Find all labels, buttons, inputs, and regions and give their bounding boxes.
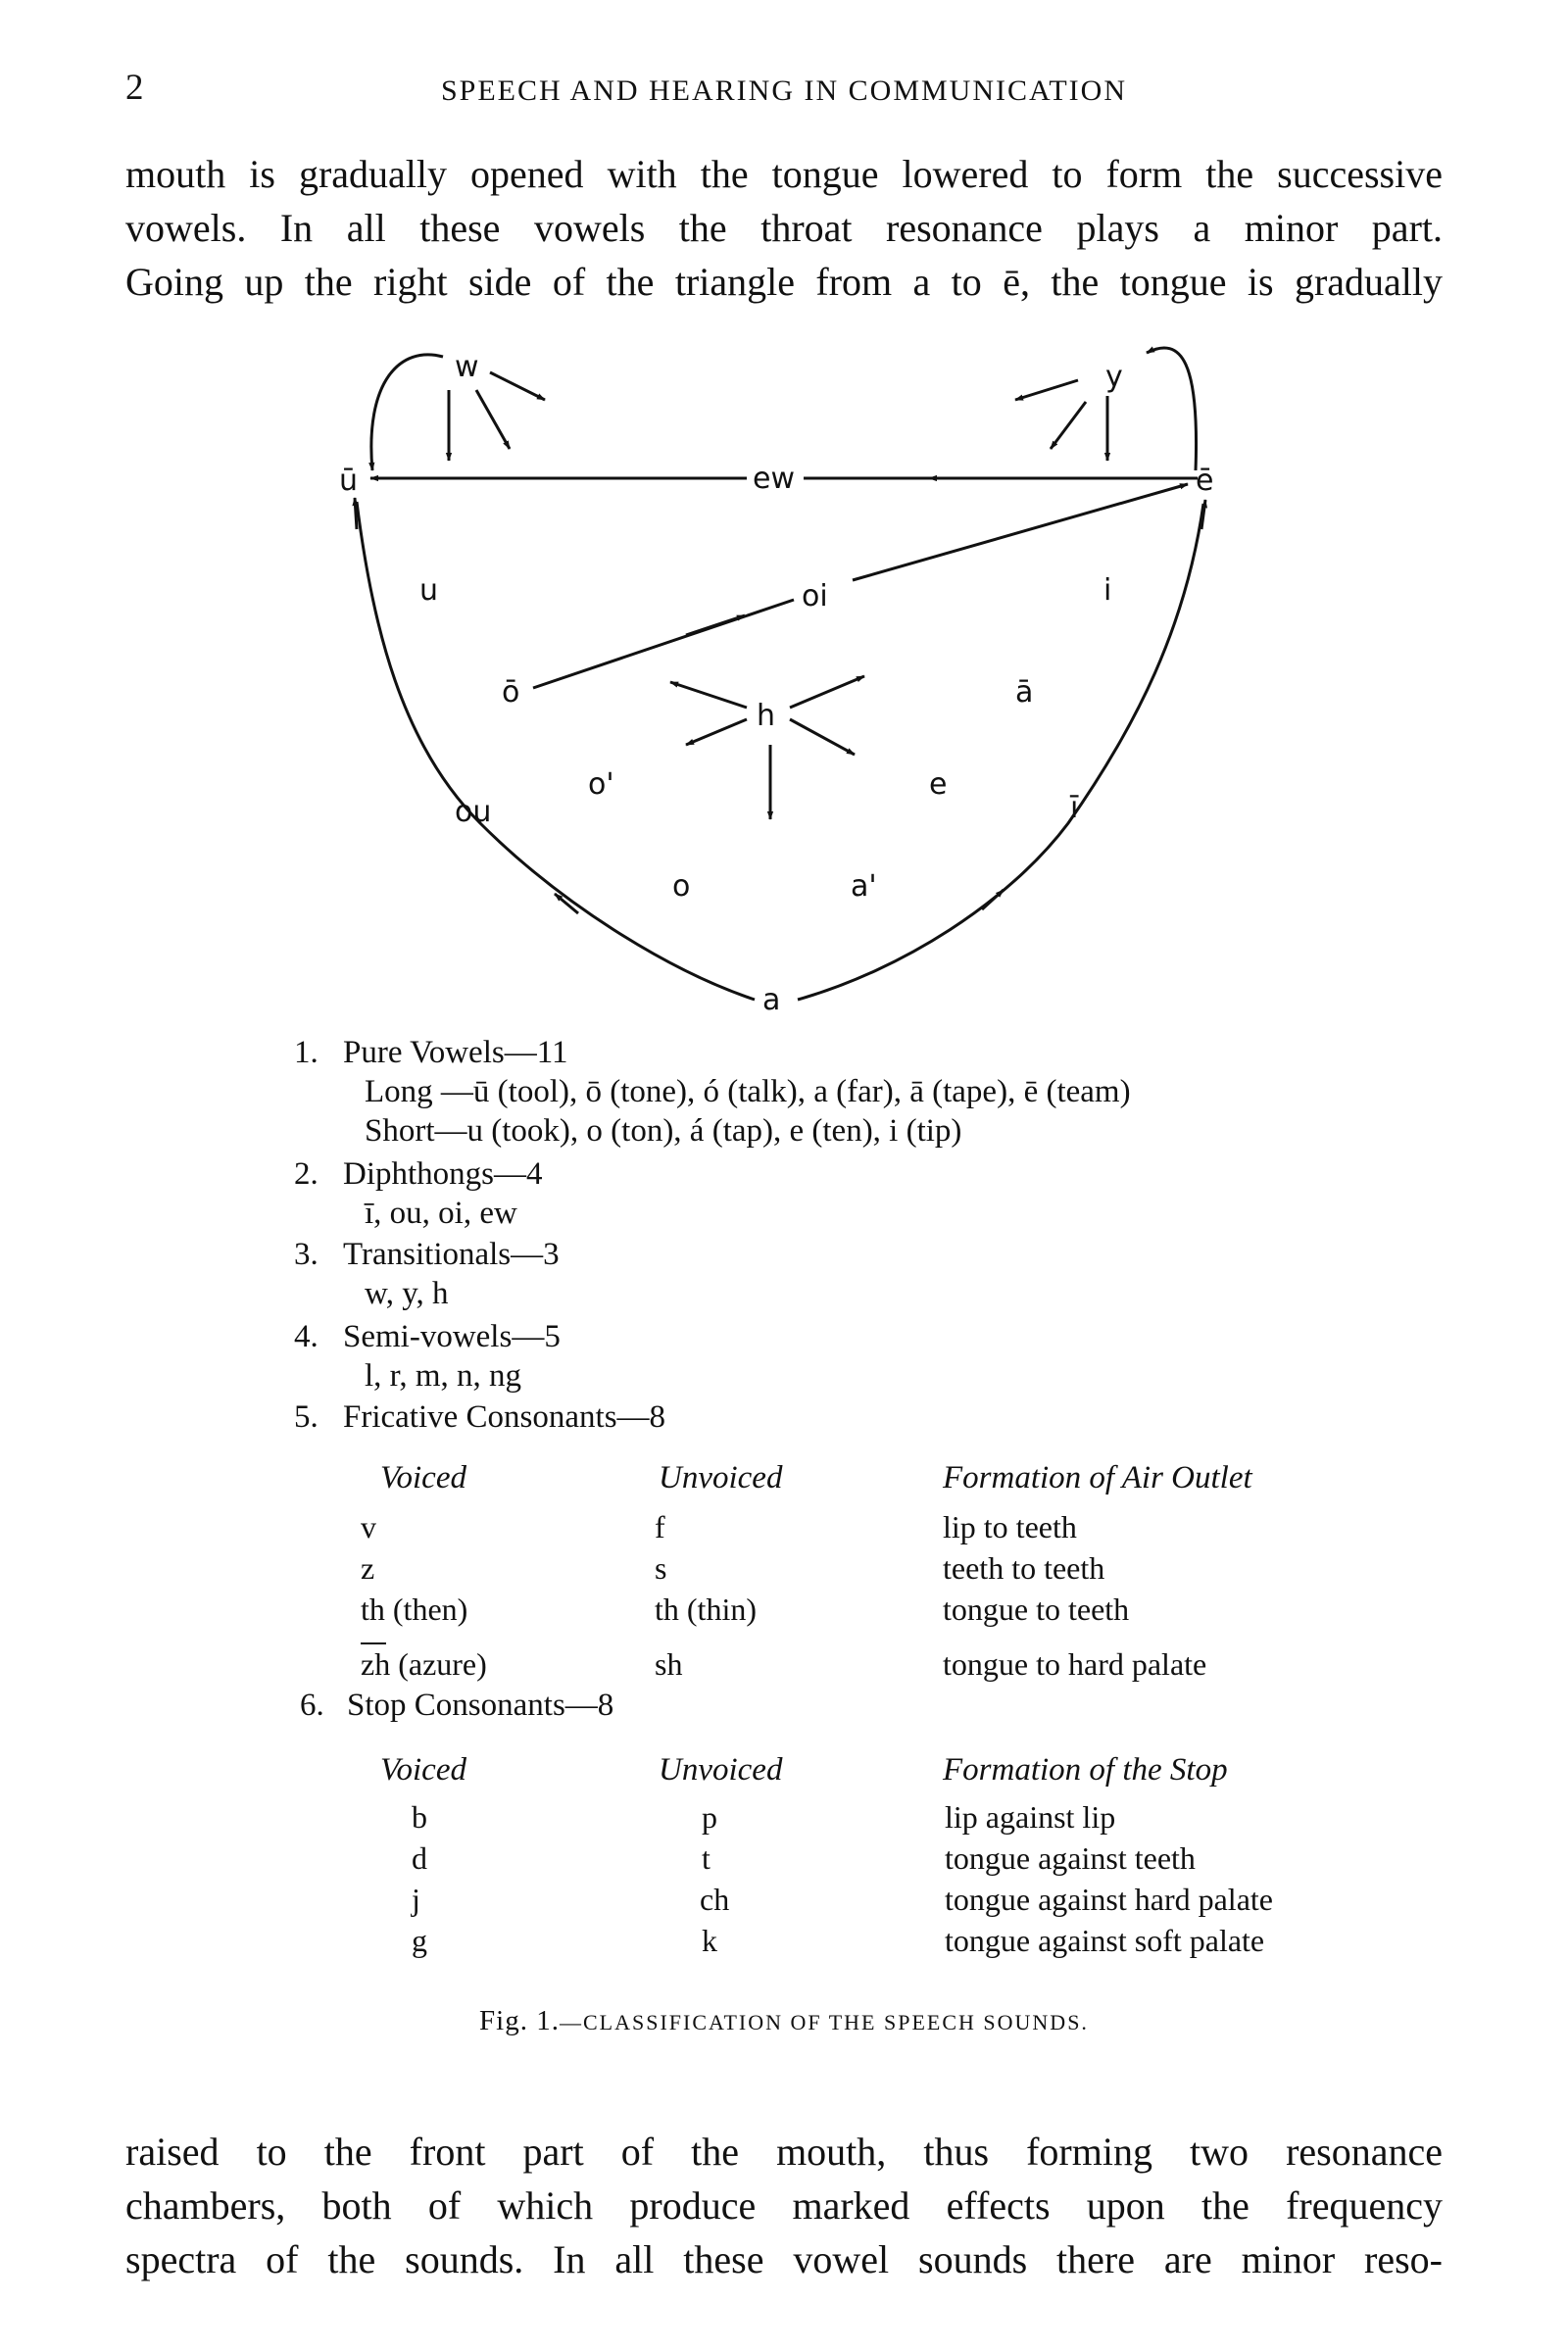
pure-vowels-long: Long —ū (tool), ō (tone), ó (talk), a (far), ā (tape), ē (team) bbox=[365, 1074, 1131, 1109]
label-e: e bbox=[929, 767, 948, 802]
table-cell: th (then) bbox=[361, 1592, 468, 1627]
diagonal-oi-line-upper bbox=[853, 484, 1188, 580]
label-o-long: ō bbox=[502, 675, 520, 710]
item-number: 3. bbox=[294, 1237, 318, 1272]
table-cell: teeth to teeth bbox=[943, 1550, 1105, 1586]
label-ew: ew bbox=[753, 462, 795, 496]
y-loop-arrow bbox=[1147, 348, 1197, 470]
h-downleft-arrow bbox=[686, 719, 747, 745]
paragraph-line: vowels. In all these vowels the throat resonance plays a minor part. bbox=[125, 206, 1443, 250]
label-u-long: ū bbox=[339, 464, 359, 498]
label-a-long: ā bbox=[1015, 675, 1034, 710]
table-cell: tongue against hard palate bbox=[945, 1882, 1273, 1917]
label-ou: ou bbox=[455, 795, 492, 829]
table-cell: lip against lip bbox=[945, 1799, 1116, 1835]
transitionals-items: w, y, h bbox=[365, 1276, 449, 1311]
figure-caption-label: Fig. 1. bbox=[479, 2005, 560, 2036]
paragraph-line: spectra of the sounds. In all these vowel sounds there are minor reso- bbox=[125, 2237, 1443, 2281]
stops-header-voiced: Voiced bbox=[380, 1752, 466, 1788]
underline-mark bbox=[361, 1642, 386, 1644]
table-cell: tongue against soft palate bbox=[945, 1923, 1265, 1958]
paragraph-line: chambers, both of which produce marked effects upon the frequency bbox=[125, 2183, 1443, 2228]
label-e-long: ē bbox=[1196, 464, 1214, 498]
h-upleft-arrow bbox=[670, 682, 747, 708]
h-downright-arrow bbox=[790, 719, 855, 755]
table-cell: zh (azure) bbox=[361, 1646, 487, 1682]
paragraph-line: raised to the front part of the mouth, thus forming two resonance bbox=[125, 2130, 1443, 2174]
diphthongs-heading: Diphthongs—4 bbox=[343, 1156, 543, 1192]
table-cell: p bbox=[702, 1799, 717, 1835]
table-cell: lip to teeth bbox=[943, 1509, 1077, 1544]
table-cell: v bbox=[361, 1509, 376, 1544]
label-o: o bbox=[672, 869, 691, 904]
label-i: i bbox=[1103, 573, 1112, 608]
w-right-arrow bbox=[490, 372, 545, 400]
item-number: 2. bbox=[294, 1156, 318, 1192]
table-cell: sh bbox=[655, 1646, 683, 1682]
table-cell: g bbox=[412, 1923, 427, 1958]
label-i-long: ī bbox=[1070, 791, 1079, 825]
table-cell: t bbox=[702, 1840, 710, 1876]
y-left-arrow bbox=[1015, 380, 1078, 400]
pure-vowels-short: Short—u (took), o (ton), á (tap), e (ten), i (tip) bbox=[365, 1113, 962, 1149]
fricatives-header-unvoiced: Unvoiced bbox=[659, 1460, 783, 1495]
item-number: 5. bbox=[294, 1399, 318, 1435]
label-a-prime: a' bbox=[851, 869, 877, 904]
label-o-prime: o' bbox=[588, 767, 614, 802]
paragraph-line: Going up the right side of the triangle from a to ē, the tongue is gradually bbox=[125, 260, 1443, 304]
label-h: h bbox=[757, 699, 776, 733]
table-cell: d bbox=[412, 1840, 427, 1876]
w-loop-arrow bbox=[371, 355, 443, 470]
table-cell: th (thin) bbox=[655, 1592, 757, 1627]
label-a: a bbox=[762, 983, 781, 1017]
h-upright-arrow bbox=[790, 676, 864, 708]
label-w: w bbox=[455, 350, 479, 384]
table-cell: j bbox=[412, 1882, 420, 1917]
right-arc-lower-arrow bbox=[982, 890, 1004, 909]
stops-header-unvoiced: Unvoiced bbox=[659, 1752, 783, 1788]
item-number: 1. bbox=[294, 1035, 318, 1070]
item-number: 4. bbox=[294, 1319, 318, 1354]
diagonal-mid-arrow bbox=[686, 615, 745, 635]
fricatives-heading: Fricative Consonants—8 bbox=[343, 1399, 666, 1435]
w-diag-arrow bbox=[476, 390, 510, 449]
table-cell: b bbox=[412, 1799, 427, 1835]
label-oi: oi bbox=[802, 579, 828, 613]
paragraph-line: mouth is gradually opened with the tongue lowered to form the successive bbox=[125, 152, 1443, 196]
fricatives-header-formation: Formation of Air Outlet bbox=[943, 1460, 1252, 1495]
diagonal-oi-line bbox=[533, 600, 794, 688]
table-cell: z bbox=[361, 1550, 375, 1586]
table-cell: tongue to hard palate bbox=[943, 1646, 1207, 1682]
table-cell: ch bbox=[700, 1882, 730, 1917]
label-y: y bbox=[1105, 360, 1123, 394]
pure-vowels-heading: Pure Vowels—11 bbox=[343, 1035, 568, 1070]
fricatives-header-voiced: Voiced bbox=[380, 1460, 466, 1495]
label-u: u bbox=[419, 573, 439, 608]
page-number: 2 bbox=[125, 68, 144, 108]
figure-caption-text: —CLASSIFICATION OF THE SPEECH SOUNDS. bbox=[559, 2010, 1089, 2034]
table-cell: f bbox=[655, 1509, 665, 1544]
semi-vowels-items: l, r, m, n, ng bbox=[365, 1358, 522, 1394]
stops-header-formation: Formation of the Stop bbox=[943, 1752, 1228, 1788]
item-number: 6. bbox=[300, 1688, 324, 1723]
table-cell: s bbox=[655, 1550, 667, 1586]
bottom-paragraph bbox=[125, 2125, 1443, 2286]
semi-vowels-heading: Semi-vowels—5 bbox=[343, 1319, 561, 1354]
figure-caption bbox=[0, 2005, 1568, 2037]
stops-heading: Stop Consonants—8 bbox=[347, 1688, 614, 1723]
table-cell: tongue against teeth bbox=[945, 1840, 1196, 1876]
table-cell: tongue to teeth bbox=[943, 1592, 1130, 1627]
transitionals-heading: Transitionals—3 bbox=[343, 1237, 560, 1272]
left-arc-up-arrow bbox=[355, 498, 357, 529]
diphthongs-items: ī, ou, oi, ew bbox=[365, 1196, 517, 1231]
running-head: SPEECH AND HEARING IN COMMUNICATION bbox=[440, 74, 1127, 107]
y-diag-arrow bbox=[1051, 402, 1086, 449]
table-cell: k bbox=[702, 1923, 717, 1958]
left-arc bbox=[357, 502, 755, 1000]
vowel-triangle-diagram bbox=[0, 0, 1568, 1039]
